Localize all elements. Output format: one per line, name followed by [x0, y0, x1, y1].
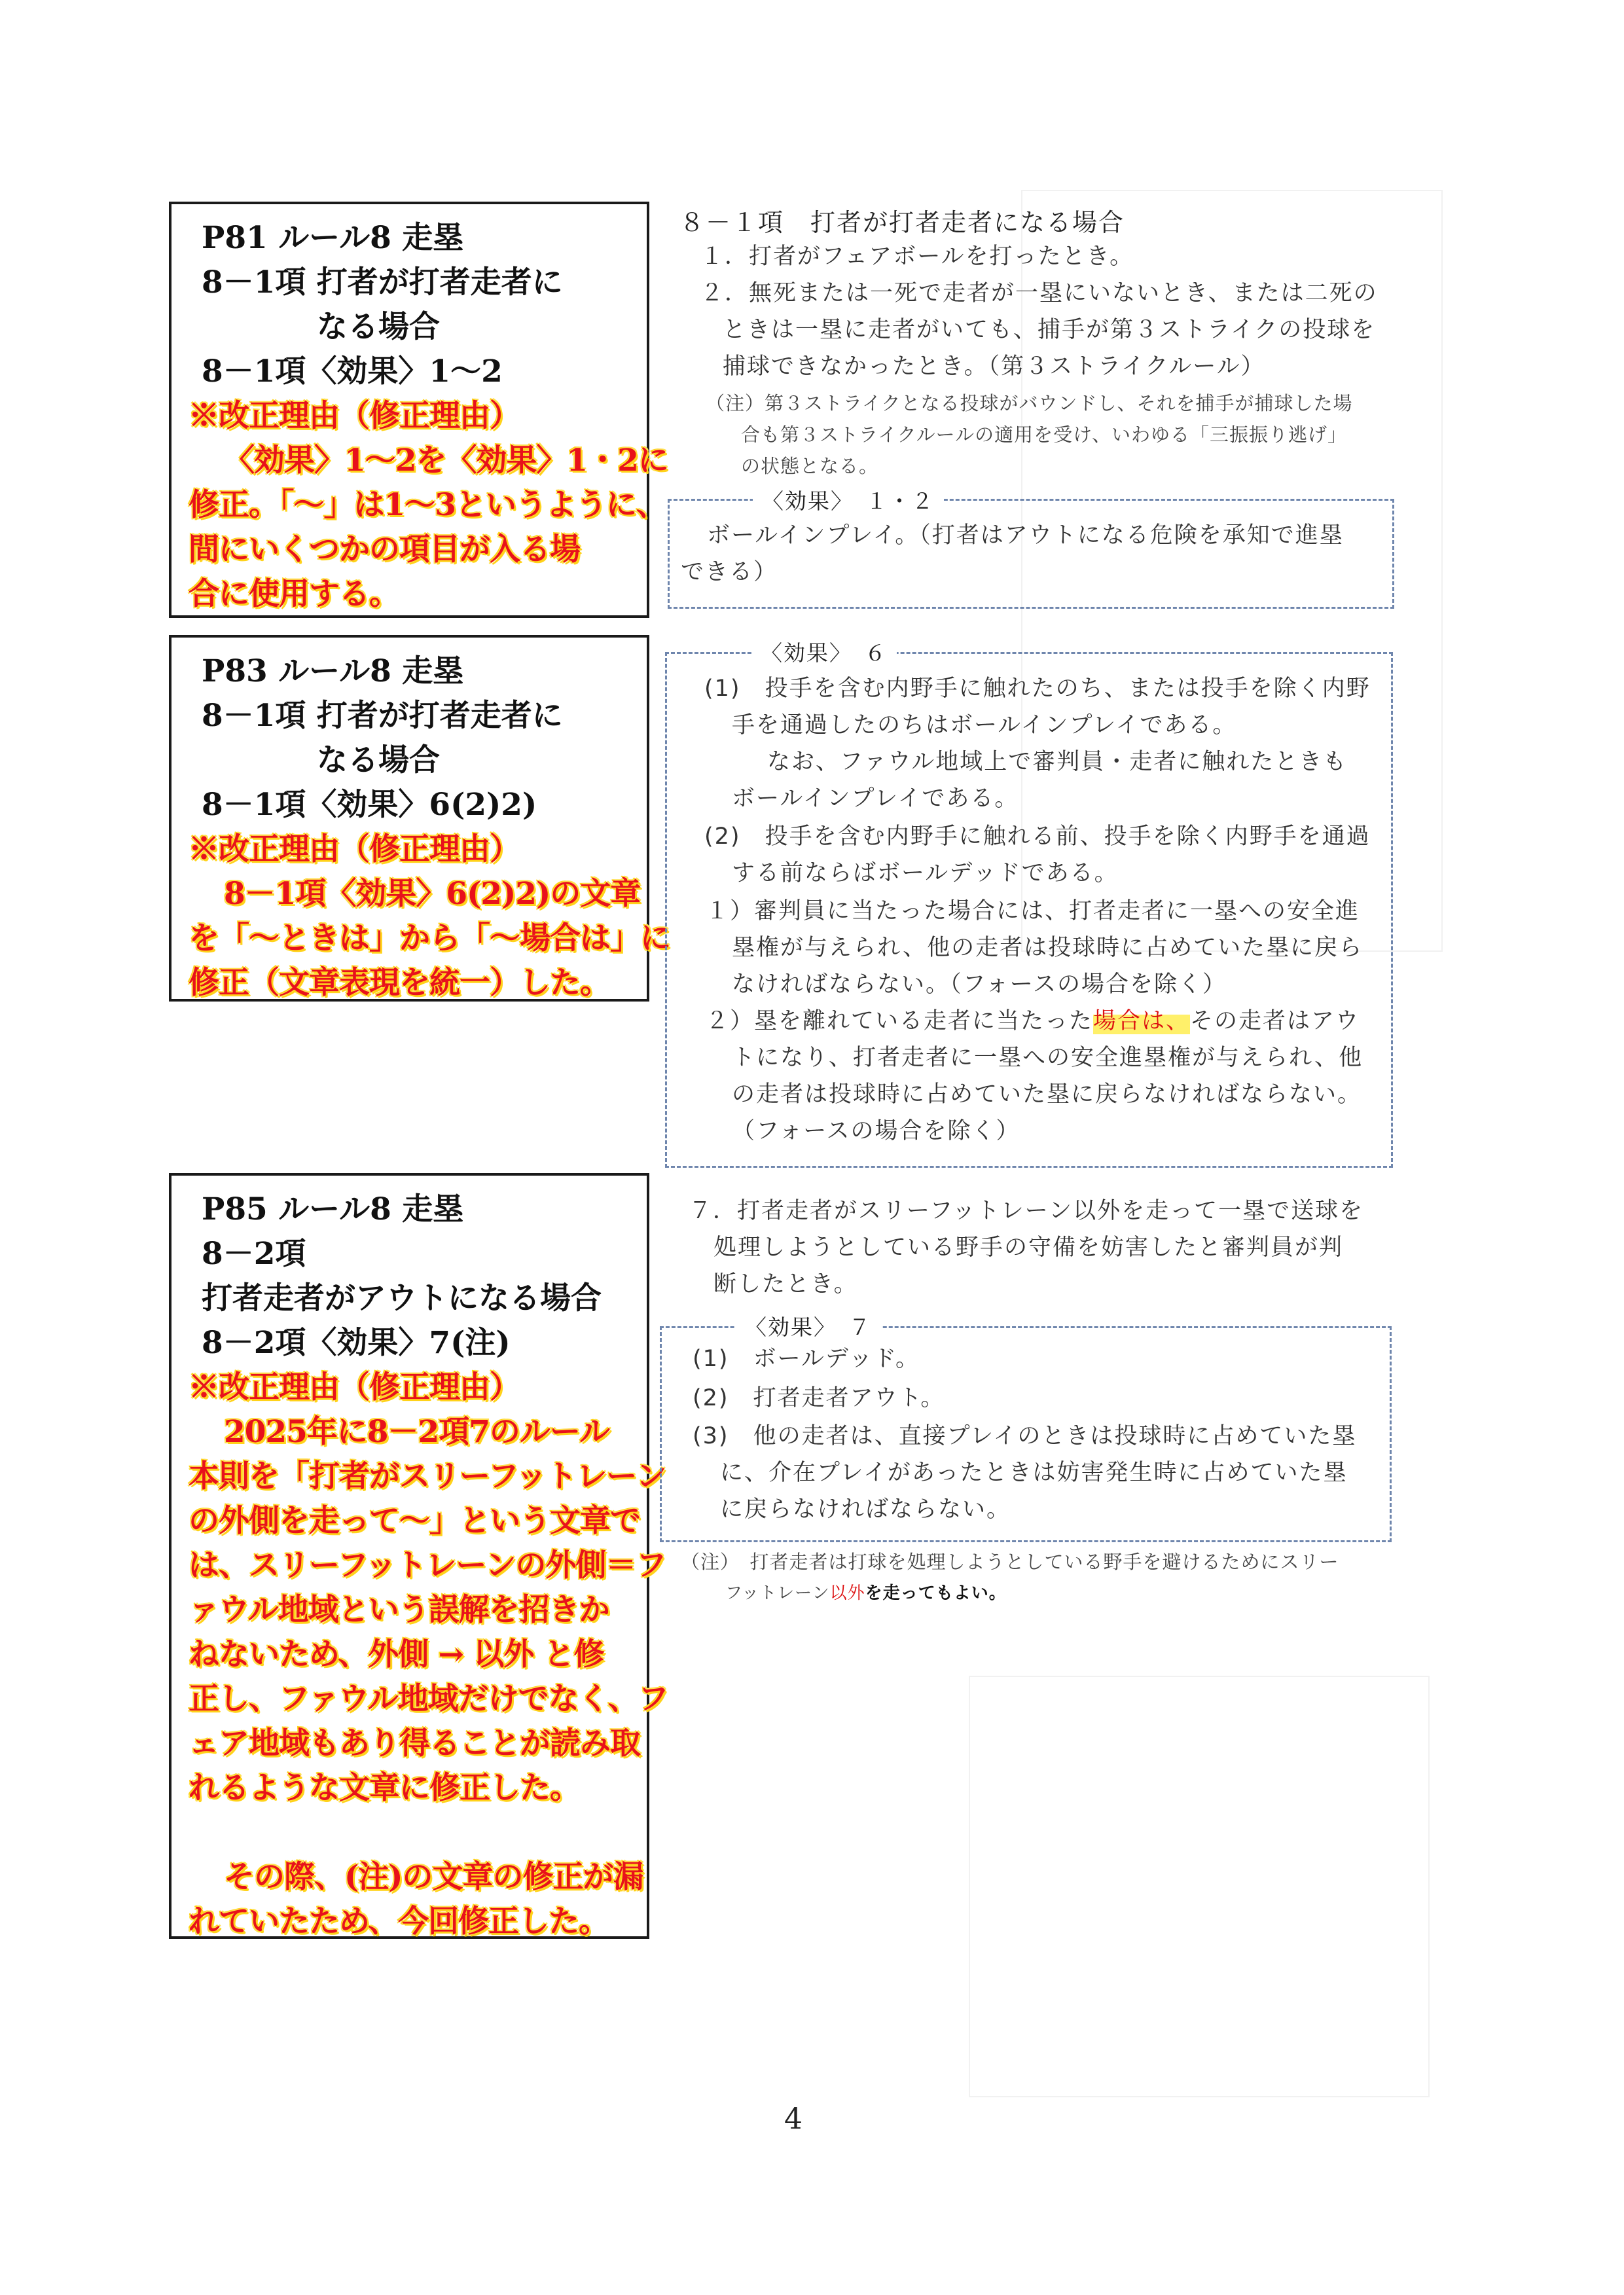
- effect-text: その走者はアウ: [1190, 1008, 1360, 1034]
- rule-item: 断したとき。: [713, 1271, 858, 1297]
- box-item: 8－1項〈効果〉6(2)2): [202, 787, 537, 823]
- reason-text: 修正（文章表現を統一）した。: [189, 965, 610, 1001]
- effect-text: (1) ボールデッド。: [693, 1346, 920, 1372]
- box-section-cont: なる場合: [317, 309, 440, 345]
- rule-note: フットレーン: [725, 1583, 830, 1603]
- section-title: ８－１項 打者が打者走者になる場合: [679, 208, 1125, 237]
- rule-item: １．打者がフェアボールを打ったとき。: [700, 244, 1134, 270]
- reason-text: ねないため、外側 → 以外 と修: [189, 1636, 604, 1672]
- reason-text: 正し、ファウル地域だけでなく、フ: [189, 1681, 668, 1717]
- box-section: 8－2項: [202, 1236, 306, 1272]
- effect-text: ボールインプレイである。: [732, 786, 1019, 812]
- effect-label: 〈効果〉 １・２: [753, 484, 944, 515]
- rule-item: 捕球できなかったとき。（第３ストライクルール）: [723, 353, 1265, 380]
- box-item: 8－1項〈効果〉1～2: [202, 353, 503, 389]
- reason-text: 修正。「～」は1～3というように、: [189, 487, 666, 523]
- reason-text: れるような文章に修正した。: [189, 1770, 580, 1806]
- rule-item: 処理しようとしている野手の守備を妨害したと審判員が判: [713, 1235, 1344, 1261]
- page-number: 4: [784, 2103, 803, 2136]
- effect-text: に戻らなければならない。: [720, 1496, 1011, 1523]
- rule-note: を走ってもよい。: [865, 1583, 1007, 1603]
- reason-text: 間にいくつかの項目が入る場: [189, 532, 580, 568]
- effect-text: ボールインプレイ。（打者はアウトになる危険を承知で進塁: [707, 522, 1344, 549]
- reason-text: ァウル地域という誤解を招きか: [189, 1592, 609, 1628]
- reason-text: 2025年に8－2項7のルール: [224, 1414, 609, 1450]
- effect-label: 〈効果〉 ７: [736, 1310, 881, 1341]
- effect-text: できる）: [681, 559, 778, 585]
- box-heading: P81 ルール8 走塁: [202, 220, 464, 256]
- reason-text: その際、(注)の文章の修正が漏: [224, 1859, 643, 1895]
- reason-text: ェア地域もあり得ることが読み取: [189, 1726, 640, 1762]
- revision-box-p83: [169, 635, 670, 1002]
- effect-text-highlighted: [706, 1003, 1360, 1039]
- box-section: 8－1項 打者が打者走者に: [202, 698, 563, 734]
- box-section-cont: なる場合: [317, 742, 440, 778]
- rule-note: の状態となる。: [741, 455, 879, 477]
- reason-text: は、スリーフットレーンの外側＝フ: [189, 1547, 666, 1583]
- effect-text: (1) 投手を含む内野手に触れたのち、または投手を除く内野: [704, 676, 1371, 702]
- effect-text: (3) 他の走者は、直接プレイのときは投球時に占めていた塁: [693, 1423, 1357, 1449]
- revised-word: 以外: [829, 1583, 865, 1603]
- reason-text: 〈効果〉1～2を〈効果〉1・2に: [224, 443, 668, 479]
- box-section-cont: 打者走者がアウトになる場合: [202, 1280, 602, 1316]
- effect-text: (2) 投手を含む内野手に触れる前、投手を除く内野手を通過: [704, 823, 1371, 850]
- effect-text: 塁権が与えられ、他の走者は投球時に占めていた塁に戻ら: [732, 935, 1363, 961]
- effect-text: (2) 打者走者アウト。: [693, 1385, 945, 1411]
- background-artifact: [969, 1676, 1430, 2097]
- highlighted-revision: 場合は、: [1093, 1008, 1191, 1034]
- reason-text: の外側を走って～」という文章で: [189, 1503, 640, 1539]
- rule-item: ２．無死または一死で走者が一塁にいないとき、または二死の: [700, 280, 1378, 306]
- reason-text: 合に使用する。: [189, 576, 399, 612]
- rule-note: （注） 打者走者は打球を処理しようとしている野手を避けるためにスリー: [681, 1551, 1339, 1573]
- effect-text: トになり、打者走者に一塁への安全進塁権が与えられ、他: [732, 1045, 1363, 1071]
- reason-heading: ※改正理由（修正理由）: [189, 1369, 520, 1405]
- rule-item: ７．打者走者がスリーフットレーン以外を走って一塁で送球を: [689, 1198, 1364, 1224]
- box-heading: P83 ルール8 走塁: [202, 653, 464, 689]
- effect-label: 〈効果〉 ６: [751, 636, 897, 667]
- rule-note: （注）第３ストライクとなる投球がバウンドし、それを捕手が捕球した場: [706, 392, 1353, 414]
- revision-box-p85: [169, 1173, 668, 1940]
- effect-text: なければならない。（フォースの場合を除く）: [732, 971, 1227, 998]
- box-heading: P85 ルール8 走塁: [202, 1191, 464, 1227]
- rule-note: 合も第３ストライクルールの適用を受け、いわゆる「三振振り逃げ」: [741, 424, 1347, 446]
- rule-item: ときは一塁に走者がいても、捕手が第３ストライクの投球を: [723, 317, 1376, 343]
- effect-text: 手を通過したのちはボールインプレイである。: [732, 712, 1237, 738]
- effect-text: の走者は投球時に占めていた塁に戻らなければならない。: [732, 1081, 1362, 1108]
- effect-text: ２）塁を離れている走者に当たった: [706, 1008, 1094, 1034]
- reason-heading: ※改正理由（修正理由）: [189, 398, 520, 434]
- reason-text: を「～ときは」から「～場合は」に: [189, 920, 670, 956]
- box-item: 8－2項〈効果〉7(注): [202, 1325, 511, 1361]
- revision-box-p81: [169, 202, 668, 618]
- effect-text: なお、ファウル地域上で審判員・走者に触れたときも: [767, 749, 1348, 775]
- rule-note-revised: [725, 1578, 1007, 1609]
- effect-text: （フォースの場合を除く）: [732, 1118, 1020, 1144]
- effect-text: する前ならばボールデッドである。: [732, 860, 1119, 886]
- effect-text: に、介在プレイがあったときは妨害発生時に占めていた塁: [720, 1460, 1348, 1486]
- reason-text: れていたため、今回修正した。: [189, 1904, 609, 1940]
- reason-heading: ※改正理由（修正理由）: [189, 831, 520, 867]
- reason-text: 8－1項〈効果〉6(2)2)の文章: [224, 876, 641, 912]
- reason-text: 本則を「打者がスリーフットレーン: [189, 1458, 666, 1494]
- box-section: 8－1項 打者が打者走者に: [202, 264, 563, 300]
- effect-text: １）審判員に当たった場合には、打者走者に一塁への安全進: [706, 898, 1360, 924]
